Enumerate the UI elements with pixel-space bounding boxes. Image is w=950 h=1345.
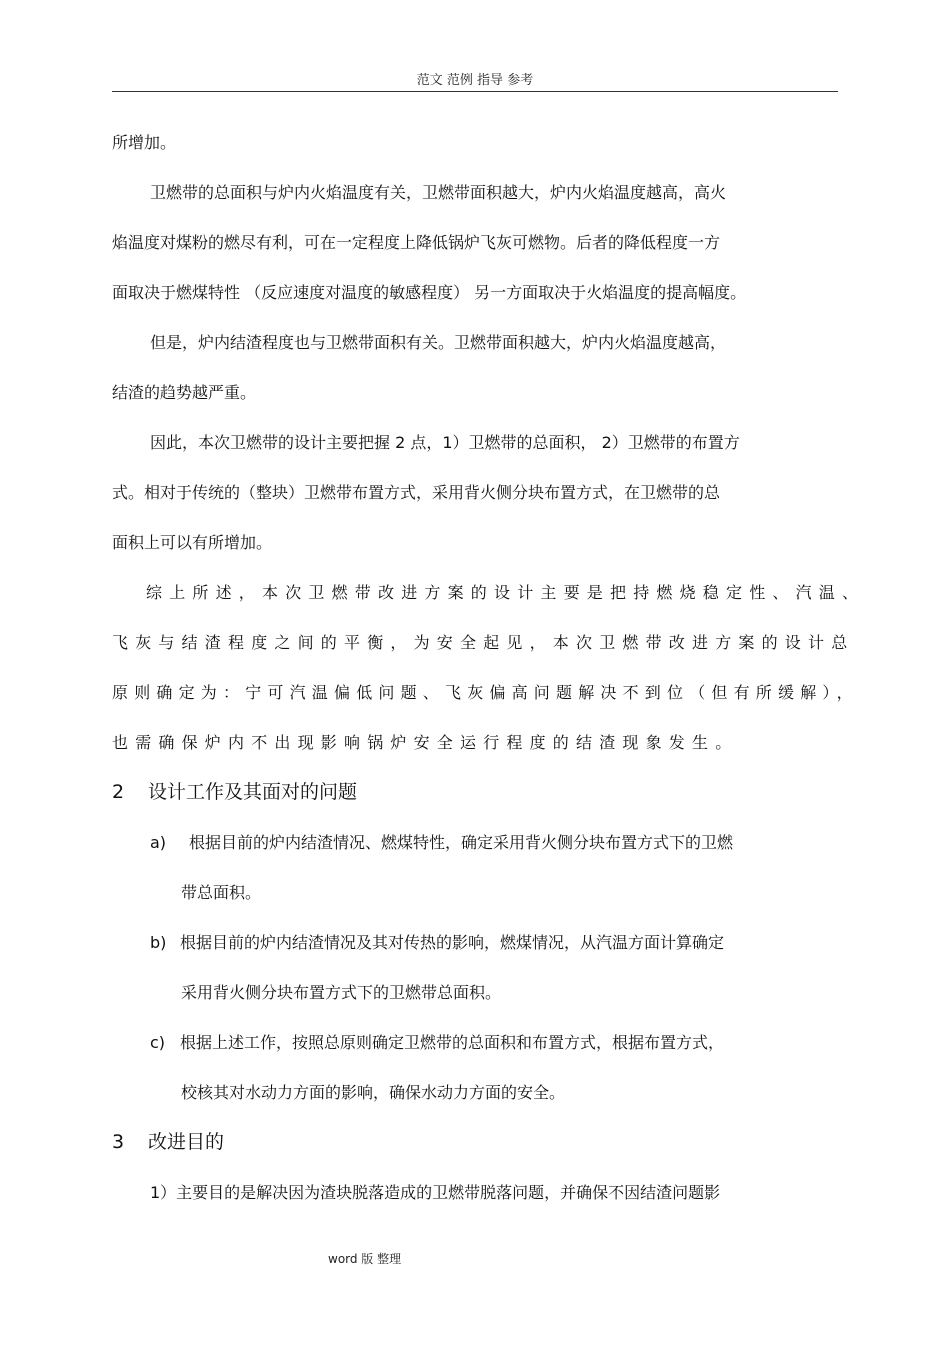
section-heading: 设计工作及其面对的问题 [148,781,358,803]
paragraph-line: 结渣的趋势越严重。 [112,383,257,402]
list-item-line: 采用背火侧分块布置方式下的卫燃带总面积。 [181,983,502,1002]
section-number: 3 [112,1131,125,1153]
paragraph-line: 因此，本次卫燃带的设计主要把握 2 点，1）卫燃带的总面积， 2）卫燃带的布置方 [150,433,740,452]
paragraph-line: 卫燃带的总面积与炉内火焰温度有关，卫燃带面积越大，炉内火焰温度越高，高火 [150,183,727,202]
list-item-line: 校核其对水动力方面的影响，确保水动力方面的安全。 [181,1083,566,1102]
paragraph-line: 焰温度对煤粉的燃尽有利，可在一定程度上降低锅炉飞灰可燃物。后者的降低程度一方 [112,233,721,252]
list-item-line: 根据上述工作，按照总原则确定卫燃带的总面积和布置方式，根据布置方式， [180,1033,725,1052]
list-item-line: 根据目前的炉内结渣情况、燃煤特性，确定采用背火侧分块布置方式下的卫燃 [189,833,734,852]
list-marker: b) [150,933,167,952]
list-item-line: 1）主要目的是解决因为渣块脱落造成的卫燃带脱落问题，并确保不因结渣问题影 [150,1183,721,1202]
paragraph-line: 面积上可以有所增加。 [112,533,273,552]
section-number: 2 [112,781,125,803]
page-footer: word 版 整理 [328,1252,402,1266]
header-divider [112,91,838,92]
list-marker: a) [150,833,167,852]
list-item-line: 根据目前的炉内结渣情况及其对传热的影响，燃煤情况，从汽温方面计算确定 [180,933,725,952]
paragraph-line: 所增加。 [112,133,177,152]
list-marker: c) [150,1033,166,1052]
section-heading: 改进目的 [148,1131,225,1153]
paragraph-line: 综上所述，本次卫燃带改进方案的设计主要是把持燃烧稳定性、汽温、 [146,583,866,602]
page-header: 范文 范例 指导 参考 [416,73,534,88]
paragraph-line: 但是，炉内结渣程度也与卫燃带面积有关。卫燃带面积越大，炉内火焰温度越高， [150,333,727,352]
list-item-line: 带总面积。 [181,883,262,902]
paragraph-line: 也需确保炉内不出现影响锅炉安全运行程度的结渣现象发生。 [112,733,739,752]
paragraph-line: 式。相对于传统的（整块）卫燃带布置方式，采用背火侧分块布置方式，在卫燃带的总 [112,483,721,502]
paragraph-line: 面取决于燃煤特性 （反应速度对温度的敏感程度） 另一方面取决于火焰温度的提高幅度。 [112,283,747,302]
paragraph-line: 飞灰与结渣程度之间的平衡，为安全起见，本次卫燃带改进方案的设计总 [112,633,855,652]
paragraph-line: 原则确定为：宁可汽温偏低问题、飞灰偏高问题解决不到位（但有所缓解）， [112,683,859,702]
